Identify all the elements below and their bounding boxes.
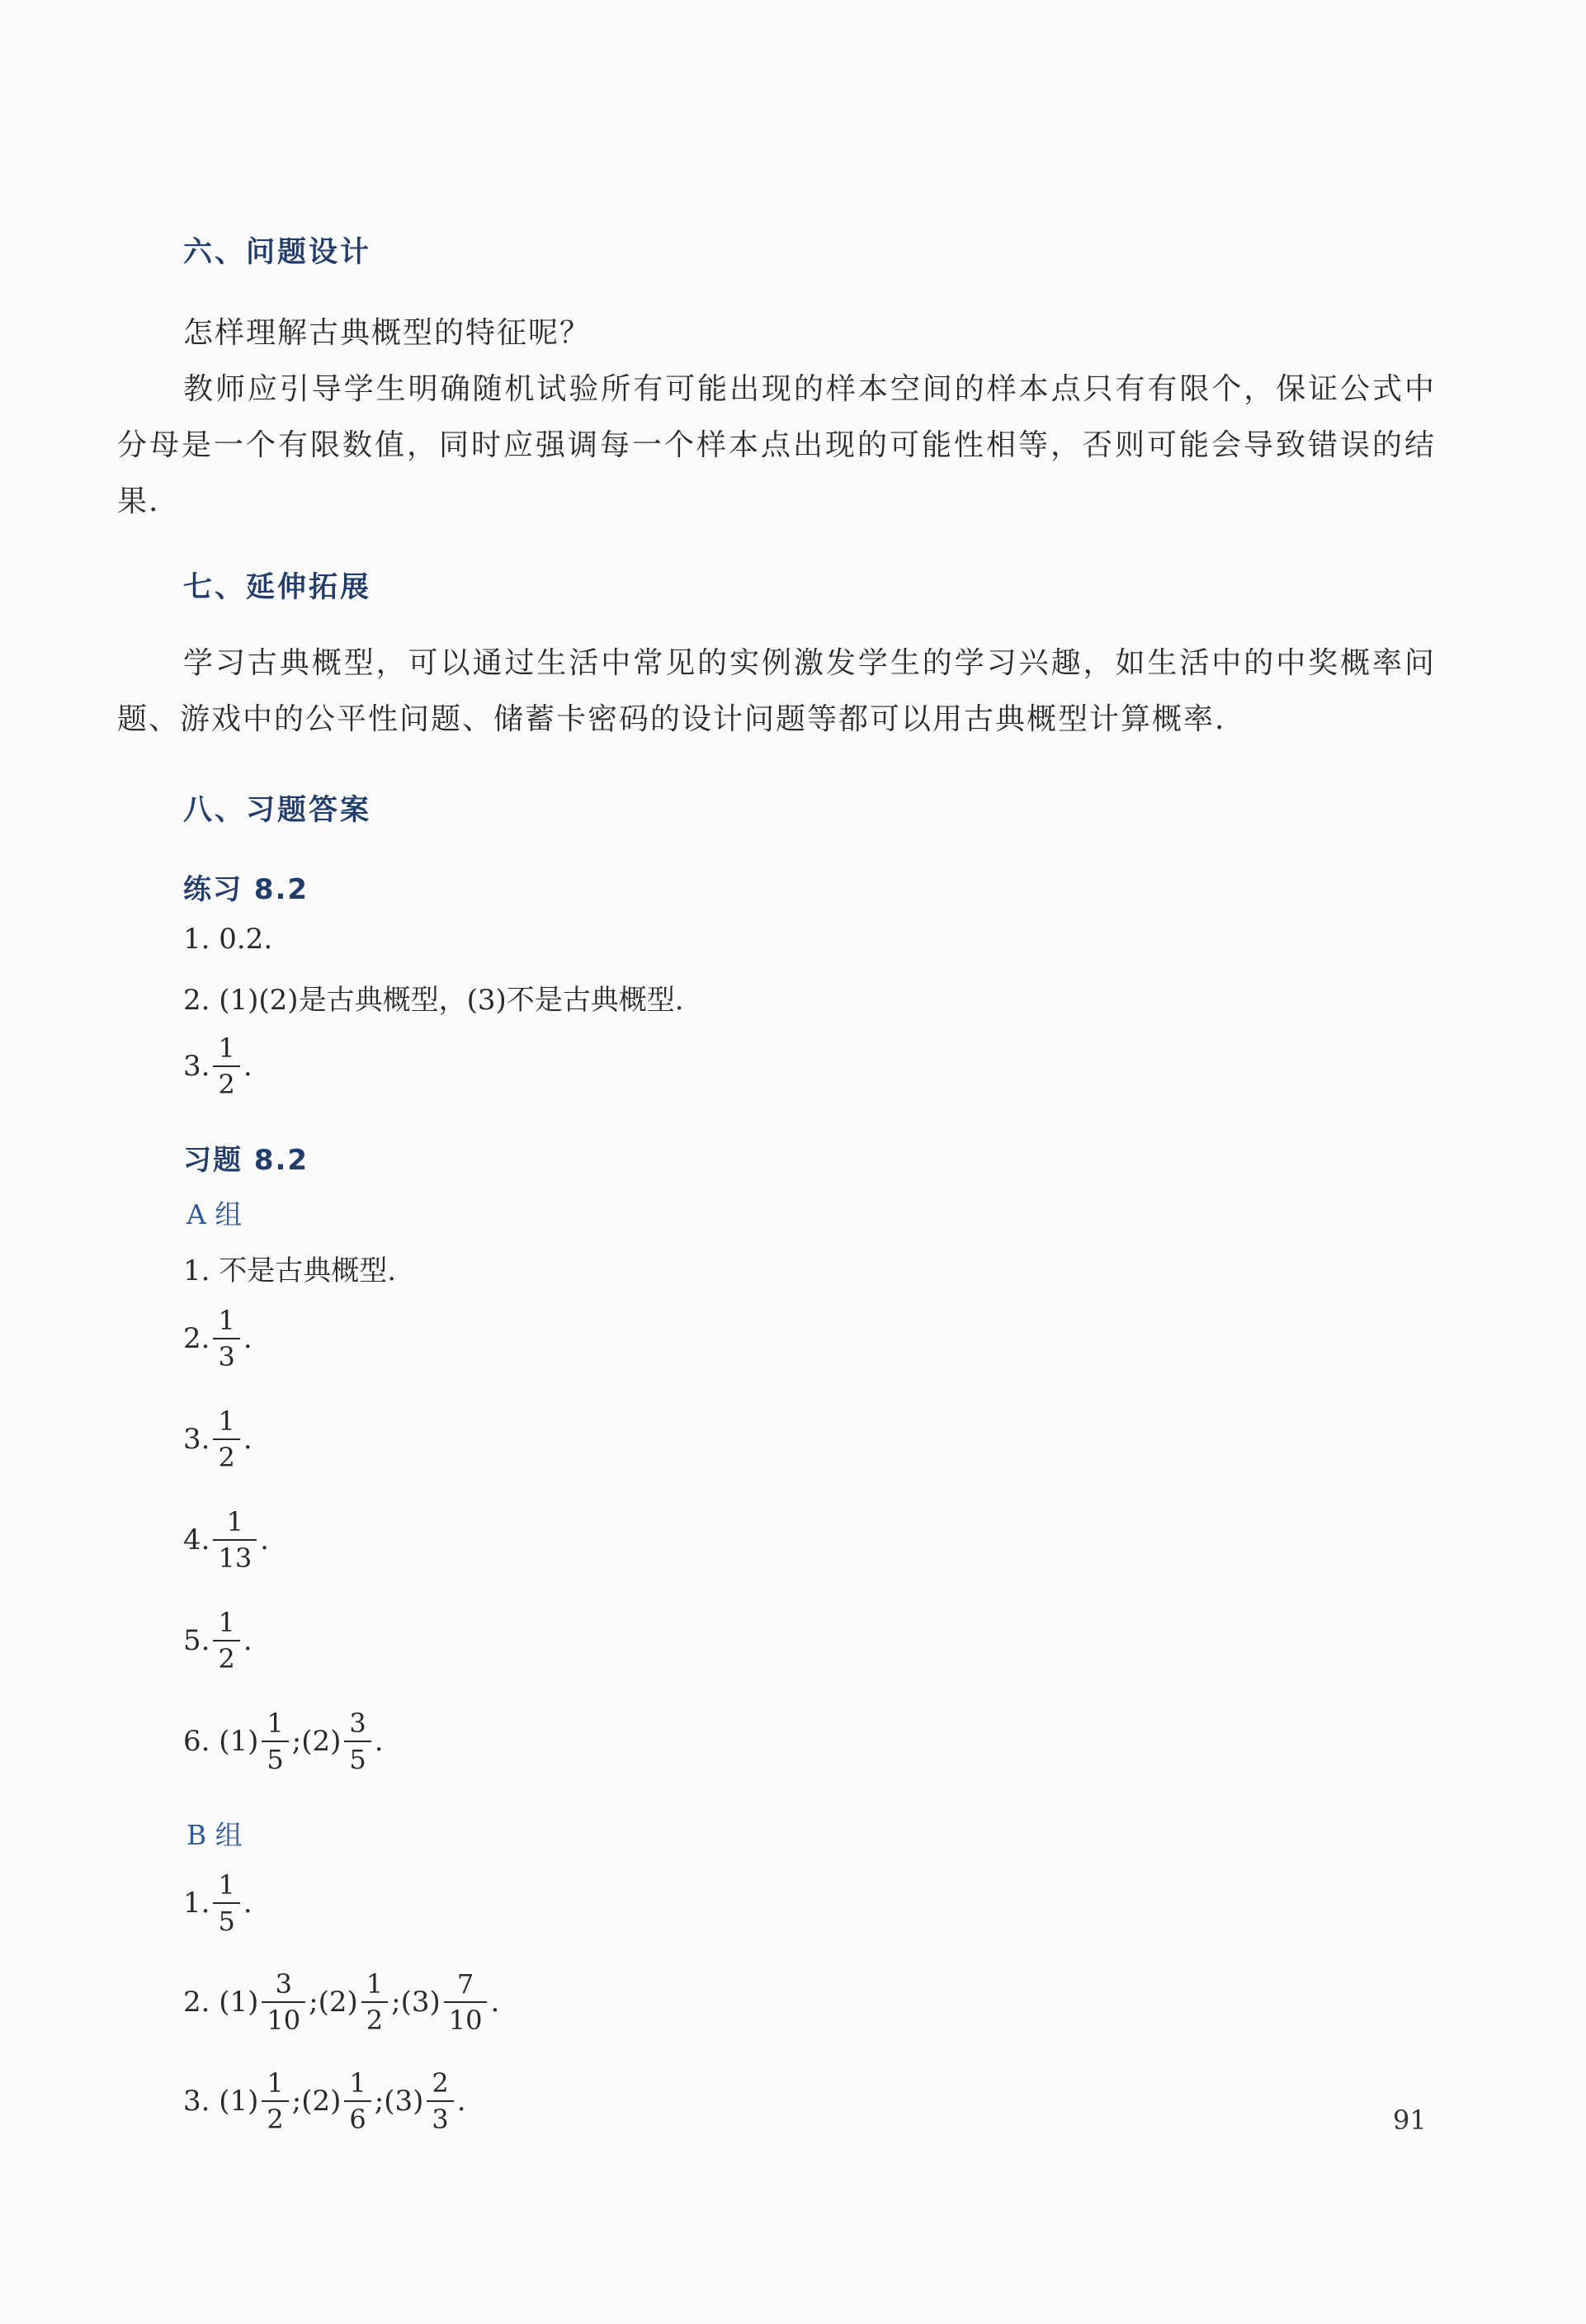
answer-label: 3.: [183, 1050, 210, 1083]
fraction: [344, 1710, 371, 1773]
numerator: 7: [456, 1968, 474, 2000]
answer-end: .: [243, 1423, 253, 1456]
answer-end: .: [243, 1624, 253, 1657]
numerator: 1: [366, 1968, 384, 2000]
numerator: 1: [267, 1708, 284, 1739]
fraction: [262, 2067, 288, 2135]
group-a-answer-5: [183, 1607, 253, 1675]
denominator: 10: [444, 2001, 488, 2034]
heading-extension: 七、延伸拓展: [183, 571, 372, 604]
answer-label: 6. (1): [183, 1725, 259, 1758]
denominator: 3: [427, 2100, 453, 2133]
fraction: [344, 2067, 371, 2135]
fraction: [213, 1405, 239, 1473]
page-number: 91: [1393, 2104, 1427, 2136]
numerator: 1: [226, 1506, 243, 1538]
numerator: 3: [349, 1708, 366, 1739]
numerator: 1: [218, 1405, 235, 1437]
denominator: 2: [361, 2001, 388, 2034]
answer-end: .: [243, 1322, 253, 1355]
numerator: 1: [218, 1869, 235, 1901]
fraction: [213, 1869, 239, 1937]
answer-separator: ;(2): [291, 1725, 342, 1758]
denominator: 3: [213, 1338, 239, 1370]
answer-label: 4.: [183, 1523, 210, 1556]
denominator: 5: [344, 1741, 371, 1773]
denominator: 6: [344, 2100, 371, 2133]
fraction: [213, 1506, 257, 1574]
denominator: 2: [262, 2100, 288, 2133]
fraction: [262, 1968, 305, 2036]
answer-label: 3.: [183, 1423, 210, 1456]
denominator: 13: [213, 1539, 257, 1571]
answer-label: 1.: [183, 1887, 210, 1920]
numerator: 1: [218, 1305, 235, 1336]
fraction: [427, 2067, 453, 2135]
group-b-label: B 组: [186, 1819, 243, 1851]
group-a-label: A 组: [186, 1198, 243, 1230]
heading-answers: 八、习题答案: [183, 794, 372, 827]
practice-answer-3: [183, 1032, 253, 1100]
answer-label: 2.: [183, 1322, 210, 1355]
answer-label: 2. (1): [183, 1986, 259, 2019]
group-b-answer-3: [183, 2067, 466, 2135]
fraction: [213, 1032, 239, 1100]
answer-label: 3. (1): [183, 2085, 259, 2118]
fraction: [361, 1968, 388, 2036]
numerator: 1: [267, 2067, 284, 2099]
group-a-answer-2: [183, 1307, 253, 1370]
group-b-answer-1: [183, 1869, 253, 1937]
answer-end: .: [243, 1887, 253, 1920]
question-paragraph: 怎样理解古典概型的特征呢？: [183, 316, 592, 350]
fraction: [262, 1710, 288, 1773]
group-b-answer-2: [183, 1968, 500, 2036]
denominator: 5: [262, 1741, 288, 1773]
exercise-title: 习题 8.2: [183, 1144, 309, 1177]
fraction: [213, 1607, 239, 1675]
answer-end: .: [243, 1050, 253, 1083]
denominator: 2: [213, 1640, 239, 1672]
answer-separator: ;(2): [291, 2085, 342, 2118]
denominator: 2: [213, 1438, 239, 1471]
denominator: 10: [262, 2001, 305, 2034]
practice-title: 练习 8.2: [183, 873, 309, 906]
answer-separator: ;(3): [374, 2085, 424, 2118]
answer-label: 5.: [183, 1624, 210, 1657]
extension-paragraph: 学习古典概型，可以通过生活中常见的实例激发学生的学习兴趣，如生活中的中奖概率问题、游戏中的公平性问题、储蓄卡密码的设计问题等都可以用古典概型计算概率.: [117, 646, 1436, 736]
answer-separator: ;(3): [391, 1986, 441, 2019]
fraction: [444, 1968, 488, 2036]
heading-problem-design: 六、问题设计: [183, 236, 372, 269]
group-a-answer-1: 1. 不是古典概型.: [183, 1254, 397, 1287]
denominator: 2: [213, 1065, 239, 1098]
group-a-answer-6: [183, 1710, 384, 1773]
answer-end: .: [490, 1986, 500, 2019]
numerator: 1: [218, 1032, 235, 1064]
practice-answer-1: 1. 0.2.: [183, 923, 273, 956]
numerator: 1: [349, 2067, 366, 2099]
practice-answer-2: 2. (1)(2)是古典概型，(3)不是古典概型.: [183, 984, 684, 1017]
numerator: 3: [275, 1968, 292, 2000]
answer-end: .: [260, 1523, 269, 1556]
fraction: [213, 1307, 239, 1370]
answer-paragraph: 教师应引导学生明确随机试验所有可能出现的样本空间的样本点只有有限个，保证公式中分母是一个有限数值，同时应强调每一个样本点出现的可能性相等，否则可能会导致错误的结果.: [117, 372, 1436, 518]
numerator: 2: [432, 2067, 449, 2099]
answer-separator: ;(2): [309, 1986, 358, 2019]
numerator: 1: [218, 1607, 235, 1638]
answer-end: .: [456, 2085, 466, 2118]
group-a-answer-3: [183, 1405, 253, 1473]
answer-end: .: [374, 1725, 384, 1758]
denominator: 5: [213, 1902, 239, 1934]
group-a-answer-4: [183, 1506, 269, 1574]
